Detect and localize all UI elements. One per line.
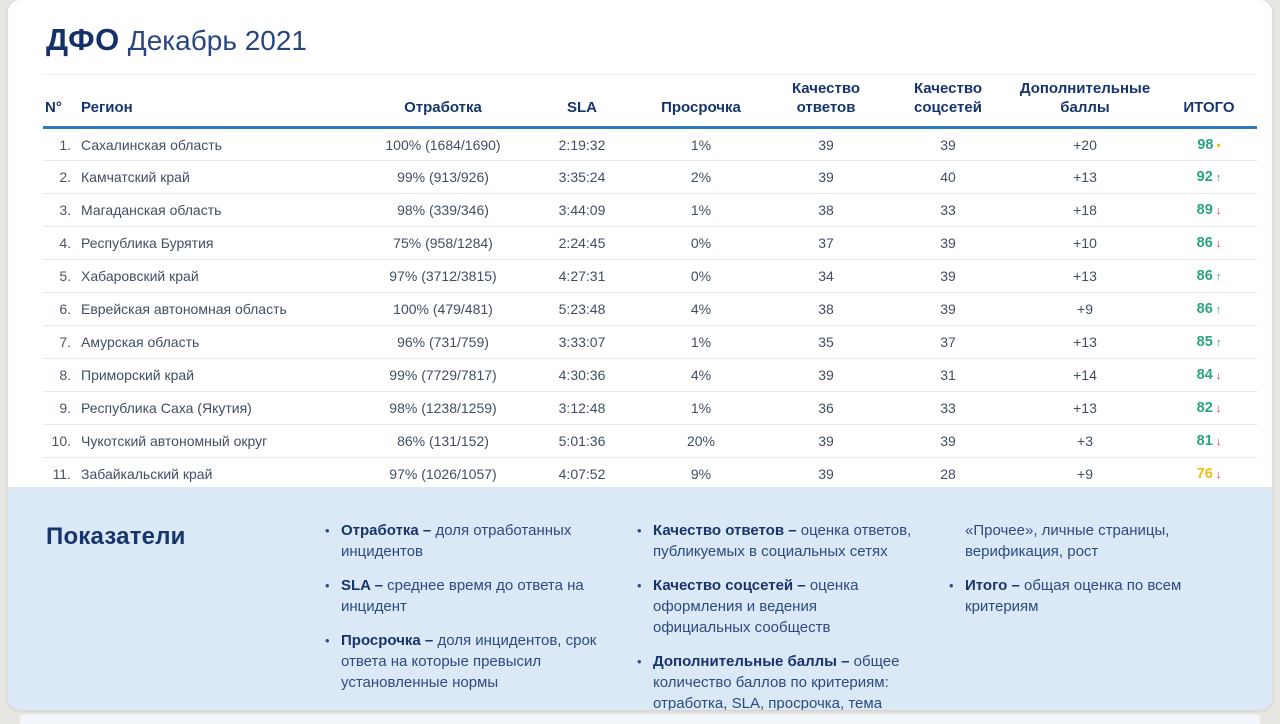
trend-icon: • xyxy=(1216,137,1221,152)
kachestvo-socsetey-value: 28 xyxy=(887,458,1009,491)
legend-term: Отработка – xyxy=(341,522,432,539)
legend-text: «Прочее», личные страницы, верификация, рост xyxy=(965,522,1170,560)
row-number: 10. xyxy=(43,425,79,458)
score-value: 89 xyxy=(1196,202,1213,218)
kachestvo-socsetey-value: 37 xyxy=(887,326,1009,359)
legend-term: Дополнительные баллы – xyxy=(653,653,850,670)
row-number: 8. xyxy=(43,359,79,392)
prosrochka-value: 4% xyxy=(637,359,765,392)
region-name: Камчатский край xyxy=(79,161,359,194)
prosrochka-value: 4% xyxy=(637,293,765,326)
kachestvo-socsetey-value: 39 xyxy=(887,227,1009,260)
region-name: Хабаровский край xyxy=(79,260,359,293)
trend-icon: ↓ xyxy=(1215,403,1222,415)
sla-value: 4:27:31 xyxy=(527,260,637,293)
itogo-cell xyxy=(1161,425,1257,458)
legend-item xyxy=(635,651,917,710)
prosrochka-value: 1% xyxy=(637,194,765,227)
kachestvo-otvetov-value: 39 xyxy=(765,359,887,392)
sla-value: 3:44:09 xyxy=(527,194,637,227)
score-value: 82 xyxy=(1196,400,1213,416)
prosrochka-value: 0% xyxy=(637,260,765,293)
column-header-num: N° xyxy=(43,75,79,128)
kachestvo-otvetov-value: 39 xyxy=(765,128,887,161)
column-header-otrabotka: Отработка xyxy=(359,75,527,128)
otrabotka-value: 99% (913/926) xyxy=(359,161,527,194)
legend-term: Качество соцсетей – xyxy=(653,577,806,594)
table-row xyxy=(43,161,1257,194)
region-name: Еврейская автономная область xyxy=(79,293,359,326)
table-row xyxy=(43,458,1257,491)
trend-icon: ↑ xyxy=(1215,337,1222,349)
region-name: Сахалинская область xyxy=(79,128,359,161)
kachestvo-socsetey-value: 31 xyxy=(887,359,1009,392)
legend-title: Показатели xyxy=(46,523,186,550)
score-value: 98 xyxy=(1197,136,1214,153)
sla-value: 3:33:07 xyxy=(527,326,637,359)
column-header-region: Регион xyxy=(79,75,359,128)
kachestvo-socsetey-value: 39 xyxy=(887,128,1009,161)
kachestvo-otvetov-value: 39 xyxy=(765,425,887,458)
dop-bally-value: +9 xyxy=(1009,458,1161,491)
legend-col-2 xyxy=(947,520,1212,710)
kachestvo-otvetov-value: 38 xyxy=(765,293,887,326)
itogo-cell xyxy=(1161,194,1257,227)
itogo-cell xyxy=(1161,161,1257,194)
trend-icon: ↑ xyxy=(1215,304,1222,316)
trend-icon: ↓ xyxy=(1215,436,1222,448)
otrabotka-value: 86% (131/152) xyxy=(359,425,527,458)
row-number: 2. xyxy=(43,161,79,194)
kachestvo-otvetov-value: 39 xyxy=(765,458,887,491)
trend-icon: ↑ xyxy=(1215,172,1222,184)
dop-bally-value: +13 xyxy=(1009,392,1161,425)
kachestvo-socsetey-value: 39 xyxy=(887,293,1009,326)
legend-term: Итого – xyxy=(965,577,1020,594)
score-value: 86 xyxy=(1196,235,1213,251)
otrabotka-value: 99% (7729/7817) xyxy=(359,359,527,392)
score-value: 81 xyxy=(1196,433,1213,449)
otrabotka-value: 96% (731/759) xyxy=(359,326,527,359)
kachestvo-socsetey-value: 40 xyxy=(887,161,1009,194)
prosrochka-value: 2% xyxy=(637,161,765,194)
prosrochka-value: 1% xyxy=(637,326,765,359)
otrabotka-value: 100% (1684/1690) xyxy=(359,128,527,161)
kachestvo-otvetov-value: 35 xyxy=(765,326,887,359)
dop-bally-value: +14 xyxy=(1009,359,1161,392)
legend-item xyxy=(323,630,605,693)
dop-bally-value: +13 xyxy=(1009,326,1161,359)
sla-value: 5:23:48 xyxy=(527,293,637,326)
table-row xyxy=(43,293,1257,326)
dop-bally-value: +13 xyxy=(1009,161,1161,194)
region-name: Магаданская область xyxy=(79,194,359,227)
row-number: 6. xyxy=(43,293,79,326)
row-number: 11. xyxy=(43,458,79,491)
table-row xyxy=(43,359,1257,392)
kachestvo-otvetov-value: 36 xyxy=(765,392,887,425)
page-title: ДФО xyxy=(46,22,120,57)
otrabotka-value: 97% (3712/3815) xyxy=(359,260,527,293)
legend-col-0 xyxy=(323,520,635,710)
score-value: 76 xyxy=(1196,466,1213,482)
otrabotka-value: 97% (1026/1057) xyxy=(359,458,527,491)
prosrochka-value: 0% xyxy=(637,227,765,260)
region-name: Республика Бурятия xyxy=(79,227,359,260)
report-header xyxy=(8,0,1272,58)
table-body xyxy=(43,128,1257,491)
trend-icon: ↓ xyxy=(1215,205,1222,217)
legend-item xyxy=(635,575,917,638)
trend-icon: ↑ xyxy=(1215,271,1222,283)
score-value: 86 xyxy=(1196,301,1213,317)
table-row xyxy=(43,392,1257,425)
otrabotka-value: 100% (479/481) xyxy=(359,293,527,326)
kachestvo-socsetey-value: 33 xyxy=(887,194,1009,227)
dop-bally-value: +3 xyxy=(1009,425,1161,458)
sla-value: 2:24:45 xyxy=(527,227,637,260)
region-name: Забайкальский край xyxy=(79,458,359,491)
legend-text: общая оценка по всем критериям xyxy=(965,577,1182,615)
ratings-table xyxy=(43,74,1257,491)
prosrochka-value: 1% xyxy=(637,128,765,161)
dop-bally-value: +20 xyxy=(1009,128,1161,161)
trend-icon: ↓ xyxy=(1215,238,1222,250)
dop-bally-value: +13 xyxy=(1009,260,1161,293)
report-card xyxy=(8,0,1272,710)
column-header-itogo: ИТОГО xyxy=(1161,75,1257,128)
kachestvo-otvetov-value: 39 xyxy=(765,161,887,194)
otrabotka-value: 75% (958/1284) xyxy=(359,227,527,260)
score-value: 84 xyxy=(1196,367,1213,383)
column-header-prosrochka: Просрочка xyxy=(637,75,765,128)
legend-item xyxy=(947,520,1212,562)
kachestvo-otvetov-value: 37 xyxy=(765,227,887,260)
legend-term: SLA – xyxy=(341,577,383,594)
kachestvo-socsetey-value: 39 xyxy=(887,425,1009,458)
table-header-row xyxy=(43,75,1257,128)
row-number: 4. xyxy=(43,227,79,260)
row-number: 7. xyxy=(43,326,79,359)
kachestvo-otvetov-value: 38 xyxy=(765,194,887,227)
score-value: 92 xyxy=(1196,169,1213,185)
sla-value: 5:01:36 xyxy=(527,425,637,458)
dop-bally-value: +18 xyxy=(1009,194,1161,227)
row-number: 5. xyxy=(43,260,79,293)
report-period: Декабрь 2021 xyxy=(127,25,307,56)
sla-value: 3:12:48 xyxy=(527,392,637,425)
sla-value: 2:19:32 xyxy=(527,128,637,161)
prosrochka-value: 20% xyxy=(637,425,765,458)
legend-text: доля отработанных инцидентов xyxy=(341,522,572,560)
itogo-cell xyxy=(1161,359,1257,392)
legend-item xyxy=(635,520,917,562)
kachestvo-socsetey-value: 39 xyxy=(887,260,1009,293)
kachestvo-socsetey-value: 33 xyxy=(887,392,1009,425)
kachestvo-otvetov-value: 34 xyxy=(765,260,887,293)
table-row xyxy=(43,227,1257,260)
region-name: Республика Саха (Якутия) xyxy=(79,392,359,425)
table-row xyxy=(43,326,1257,359)
legend-text: среднее время до ответа на инцидент xyxy=(341,577,584,615)
itogo-cell xyxy=(1161,227,1257,260)
row-number: 3. xyxy=(43,194,79,227)
sla-value: 4:07:52 xyxy=(527,458,637,491)
table-row xyxy=(43,260,1257,293)
itogo-cell xyxy=(1161,293,1257,326)
prosrochka-value: 1% xyxy=(637,392,765,425)
legend-text: общее количество баллов по критериям: отработка, SLA, просрочка, тема xyxy=(653,653,900,710)
table-row xyxy=(43,194,1257,227)
legend-term: Просрочка – xyxy=(341,632,434,649)
column-header-kachestvo-socsetey: Качество соцсетей xyxy=(887,75,1009,128)
table-row xyxy=(43,128,1257,161)
column-header-dop-bally: Дополнительные баллы xyxy=(1009,75,1161,128)
row-number: 1. xyxy=(43,128,79,161)
legend-term: Качество ответов – xyxy=(653,522,797,539)
score-value: 85 xyxy=(1196,334,1213,350)
region-name: Амурская область xyxy=(79,326,359,359)
itogo-cell xyxy=(1161,326,1257,359)
itogo-cell xyxy=(1161,260,1257,293)
dop-bally-value: +10 xyxy=(1009,227,1161,260)
region-name: Чукотский автономный округ xyxy=(79,425,359,458)
itogo-cell xyxy=(1161,128,1257,161)
trend-icon: ↓ xyxy=(1215,370,1222,382)
table-row xyxy=(43,425,1257,458)
column-header-kachestvo-otvetov: Качество ответов xyxy=(765,75,887,128)
column-header-sla: SLA xyxy=(527,75,637,128)
score-value: 86 xyxy=(1196,268,1213,284)
legend-col-1 xyxy=(635,520,947,710)
region-name: Приморский край xyxy=(79,359,359,392)
itogo-cell xyxy=(1161,458,1257,491)
prosrochka-value: 9% xyxy=(637,458,765,491)
legend-item xyxy=(947,575,1212,617)
legend-item xyxy=(323,575,605,617)
trend-icon: ↓ xyxy=(1215,469,1222,481)
otrabotka-value: 98% (1238/1259) xyxy=(359,392,527,425)
sla-value: 4:30:36 xyxy=(527,359,637,392)
next-slide-edge xyxy=(20,714,1260,724)
legend-panel xyxy=(8,487,1272,710)
otrabotka-value: 98% (339/346) xyxy=(359,194,527,227)
itogo-cell xyxy=(1161,392,1257,425)
sla-value: 3:35:24 xyxy=(527,161,637,194)
row-number: 9. xyxy=(43,392,79,425)
legend-item xyxy=(323,520,605,562)
legend-text: доля инцидентов, срок ответа на которые превысил установленные нормы xyxy=(341,632,597,691)
legend-text: оценка ответов, публикуемых в социальных сетях xyxy=(653,522,912,560)
legend-text: оценка оформления и ведения официальных сообществ xyxy=(653,577,859,636)
dop-bally-value: +9 xyxy=(1009,293,1161,326)
